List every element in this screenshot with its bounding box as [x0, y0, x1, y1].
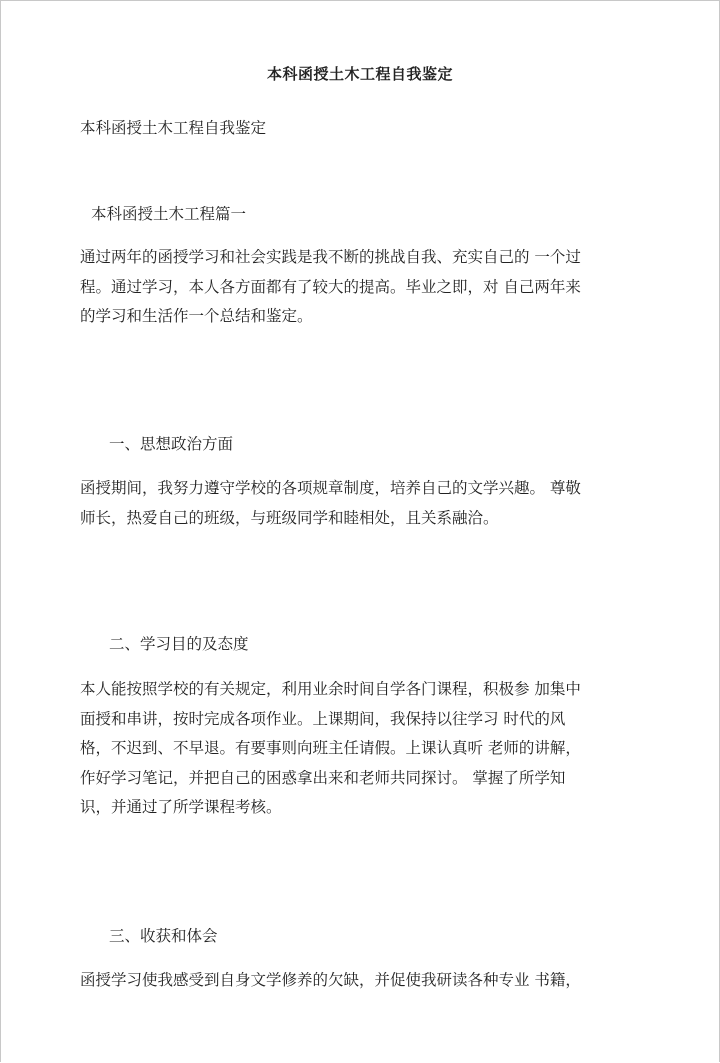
paragraph-line: 师长，热爱自己的班级，与班级同学和睦相处，且关系融洽。 [80, 508, 499, 527]
paragraph-line: 函授学习使我感受到自身文学修养的欠缺，并促使我研读各种专业 书籍， [80, 971, 581, 989]
politics-paragraph [80, 474, 650, 533]
document-subtitle: 本科函授土木工程自我鉴定 [80, 119, 267, 137]
section-title: 本科函授土木工程篇一 [91, 205, 247, 223]
paragraph-line: 通过两年的函授学习和社会实践是我不断的挑战自我、充实自己的 一个过 [80, 248, 581, 266]
paragraph-line: 识，并通过了所学课程考核。 [80, 798, 282, 816]
paragraph-line: 本人能按照学校的有关规定，利用业余时间自学各门课程，积极参 加集中 [80, 680, 581, 698]
section-heading-politics: 一、思想政治方面 [109, 435, 234, 453]
paragraph-line: 格，不迟到、不早退。有要事则向班主任请假。上课认真听 老师的讲解， [80, 739, 581, 757]
section-heading-gains: 三、收获和体会 [109, 927, 218, 945]
section-heading-study: 二、学习目的及态度 [109, 635, 249, 653]
study-paragraph [80, 675, 650, 823]
gains-paragraph [80, 966, 650, 996]
paragraph-line: 函授期间，我努力遵守学校的各项规章制度，培养自己的文学兴趣。 尊敬 [80, 479, 581, 497]
paragraph-line: 面授和串讲，按时完成各项作业。上课期间，我保持以往学习 时代的风 [80, 709, 566, 728]
document-title: 本科函授土木工程自我鉴定 [266, 65, 453, 83]
paragraph-line: 的学习和生活作一个总结和鉴定。 [80, 307, 313, 325]
paragraph-line: 程。通过学习，本人各方面都有了较大的提高。毕业之即，对 自己两年来 [80, 277, 581, 296]
paragraph-line: 作好学习笔记，并把自己的困惑拿出来和老师共同探讨。 掌握了所学知 [80, 768, 566, 787]
intro-paragraph [80, 243, 650, 332]
